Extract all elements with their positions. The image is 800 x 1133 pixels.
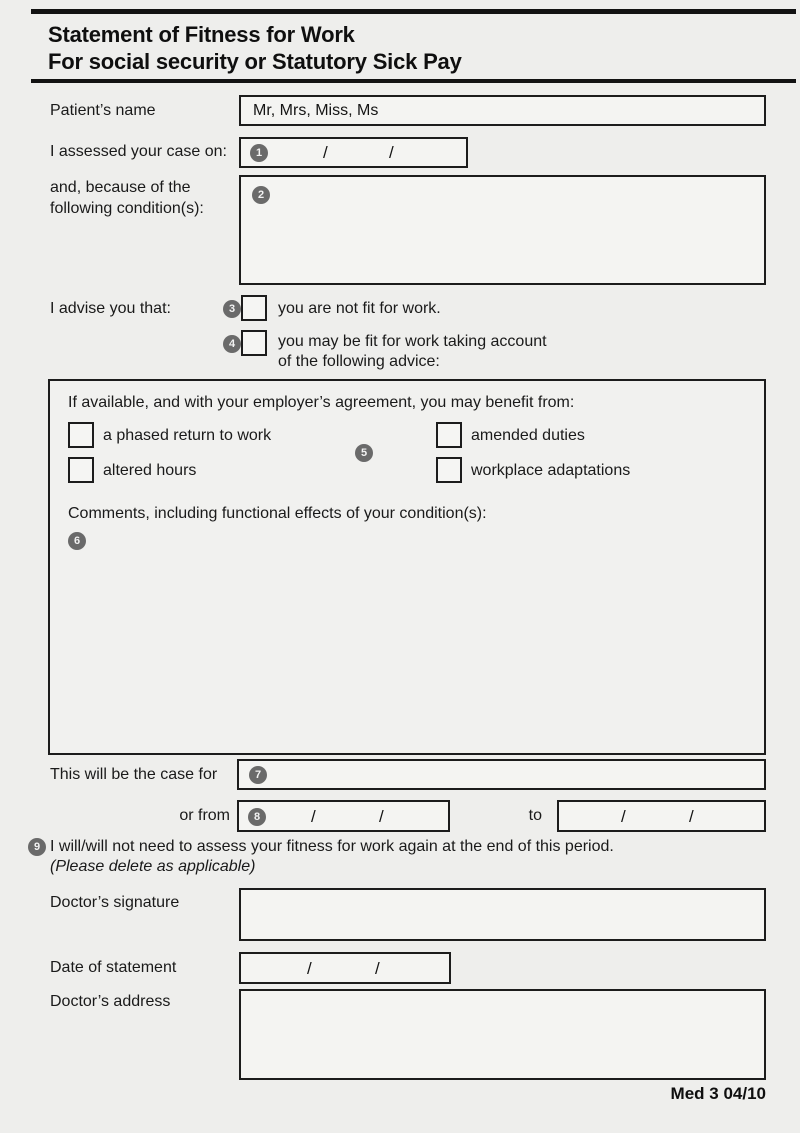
condition-field[interactable] [239,175,766,285]
comments-label: Comments, including functional effects of your condition(s): [68,505,487,522]
amended-duties-label: amended duties [471,427,585,444]
badge-7: 7 [249,766,267,784]
date-slash: / [389,143,394,162]
page-title: Statement of Fitness for Work [48,22,355,47]
case-for-field[interactable] [237,759,766,790]
condition-label-line2: following condition(s): [50,200,204,217]
page-subtitle: For social security or Statutory Sick Pay [48,49,462,74]
may-be-fit-checkbox[interactable] [241,330,267,356]
altered-hours-label: altered hours [103,462,197,479]
comments-field[interactable] [68,556,746,739]
doctor-address-field[interactable] [239,989,766,1080]
badge-9: 9 [28,838,46,856]
altered-hours-checkbox[interactable] [68,457,94,483]
assessed-date-label: I assessed your case on: [50,143,227,160]
not-fit-label: you are not fit for work. [278,300,441,317]
patient-name-label: Patient’s name [50,102,156,119]
benefit-heading: If available, and with your employer’s agreement, you may benefit from: [68,394,575,411]
statement-date-label: Date of statement [50,959,177,976]
badge-8: 8 [248,808,266,826]
badge-5: 5 [355,444,373,462]
workplace-adaptations-label: workplace adaptations [471,462,631,479]
may-be-fit-label-line1: you may be fit for work taking account [278,333,547,350]
date-slash: / [689,807,694,826]
badge-3: 3 [223,300,241,318]
doctor-signature-field[interactable] [239,888,766,941]
date-slash: / [307,959,312,978]
top-rule [31,9,796,14]
title-rule [31,79,796,83]
case-for-label: This will be the case for [50,766,218,783]
doctor-signature-label: Doctor’s signature [50,894,180,911]
form-reference: Med 3 04/10 [670,1084,766,1103]
badge-6: 6 [68,532,86,550]
to-date-field[interactable] [557,800,766,832]
assessed-date-field[interactable] [239,137,468,168]
patient-name-field[interactable] [239,95,766,126]
date-slash: / [375,959,380,978]
condition-label-line1: and, because of the [50,179,191,196]
not-fit-checkbox[interactable] [241,295,267,321]
amended-duties-checkbox[interactable] [436,422,462,448]
badge-2: 2 [252,186,270,204]
or-from-label: or from [179,807,230,824]
date-slash: / [311,807,316,826]
benefit-section [48,379,766,755]
may-be-fit-label-line2: of the following advice: [278,353,440,370]
badge-1: 1 [250,144,268,162]
reassess-note: (Please delete as applicable) [50,858,256,875]
doctor-address-label: Doctor’s address [50,993,171,1010]
date-slash: / [323,143,328,162]
date-slash: / [621,807,626,826]
statement-date-field[interactable] [239,952,451,984]
to-label: to [528,807,542,824]
workplace-adaptations-checkbox[interactable] [436,457,462,483]
from-date-field[interactable] [237,800,450,832]
reassess-text: I will/will not need to assess your fitness for work again at the end of this period. [50,838,614,855]
patient-name-value: Mr, Mrs, Miss, Ms [253,102,379,119]
phased-return-label: a phased return to work [103,427,272,444]
badge-4: 4 [223,335,241,353]
advice-label: I advise you that: [50,300,171,317]
phased-return-checkbox[interactable] [68,422,94,448]
date-slash: / [379,807,384,826]
